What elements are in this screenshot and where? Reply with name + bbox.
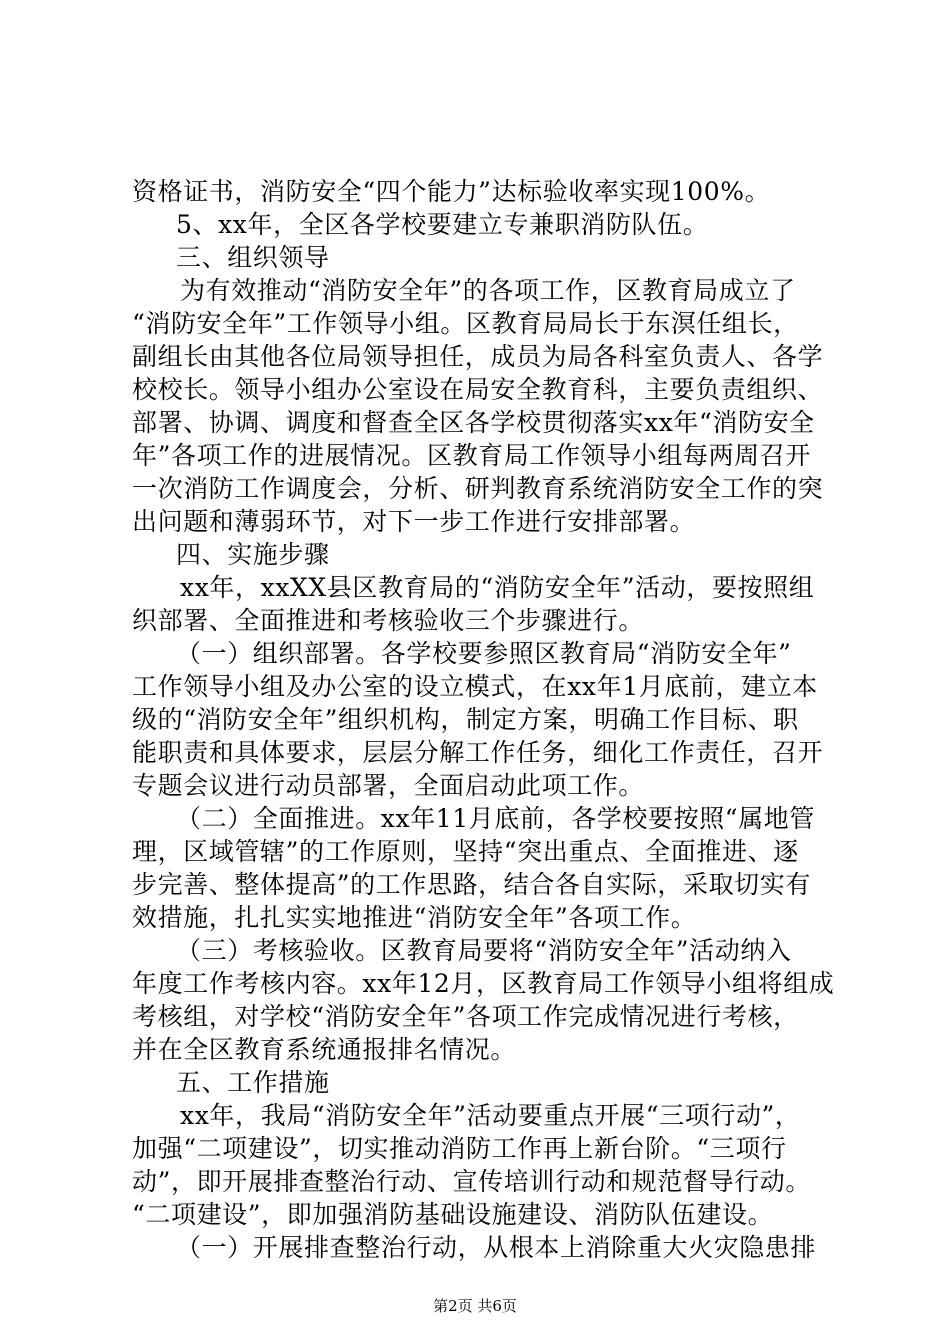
text-line: 5、xx年，全区各学校要建立专兼职消防队伍。 [176,210,709,239]
text-line: 出问题和薄弱环节，对下一步工作进行安排部署。 [132,507,696,536]
text-line: 级的“消防安全年”组织机构，制定方案，明确工作目标、职 [132,705,799,734]
text-line: 能职责和具体要求，层层分解工作任务，细化工作责任，召开 [132,738,824,767]
page-footer: 第2页 共6页 [433,1297,517,1315]
text-line: 效措施，扎扎实实地推进“消防安全年”各项工作。 [132,903,697,932]
text-line: 校校长。领导小组办公室设在局安全教育科，主要负责组织、 [132,375,824,404]
text-line: 年”各项工作的进展情况。区教育局工作领导小组每两周召开 [132,441,811,470]
text-line: xx年，我局“消防安全年”活动要重点开展“三项行动”， [180,1101,801,1130]
text-line: 动”，即开展排查整治行动、宣传培训行动和规范督导行动。 [132,1167,811,1196]
text-line: 考核组，对学校“消防安全年”各项工作完成情况进行考核， [132,1002,799,1031]
text-line: 织部署、全面推进和考核验收三个步骤进行。 [132,606,645,635]
text-line: 年度工作考核内容。xx年12月，区教育局工作领导小组将组成 [132,969,835,998]
text-line: 加强“二项建设”，切实推动消防工作再上新台阶。“三项行 [132,1134,787,1163]
text-line: 步完善、整体提高”的工作思路，结合各自实际，采取切实有 [132,870,811,899]
text-line: 工作领导小组及办公室的设立模式，在xx年1月底前，建立本 [132,672,818,701]
text-line: 部署、协调、调度和督查全区各学校贯彻落实xx年“消防安全 [132,408,815,437]
text-line: “消防安全年”工作领导小组。区教育局局长于东溟任组长， [132,309,799,338]
text-line: （二）全面推进。xx年11月底前，各学校要按照“属地管 [176,804,815,833]
section-heading: 四、实施步骤 [176,540,330,569]
text-line: 专题会议进行动员部署，全面启动此项工作。 [132,771,645,800]
section-heading: 五、工作措施 [176,1068,330,1097]
text-line: 副组长由其他各位局领导担任，成员为局各科室负责人、各学 [132,342,824,371]
text-line: 资格证书，消防安全“四个能力”达标验收率实现100%。 [132,177,771,206]
text-line: xx年，xxXX县区教育局的“消防安全年”活动，要按照组 [180,573,815,602]
text-line: 理，区域管辖”的工作原则，坚持“突出重点、全面推进、逐 [132,837,799,866]
text-line: 一次消防工作调度会，分析、研判教育系统消防安全工作的突 [132,474,824,503]
text-line: “二项建设”，即加强消防基础设施建设、消防队伍建设。 [132,1200,774,1229]
text-line: 并在全区教育系统通报排名情况。 [132,1035,517,1064]
text-line: （一）开展排查整治行动，从根本上消除重大火灾隐患排 [176,1233,817,1262]
text-line: 为有效推动“消防安全年”的各项工作，区教育局成立了 [180,276,796,305]
text-line: （一）组织部署。各学校要参照区教育局“消防安全年” [176,639,792,668]
section-heading: 三、组织领导 [176,243,330,272]
text-line: （三）考核验收。区教育局要将“消防安全年”活动纳入 [176,936,792,965]
